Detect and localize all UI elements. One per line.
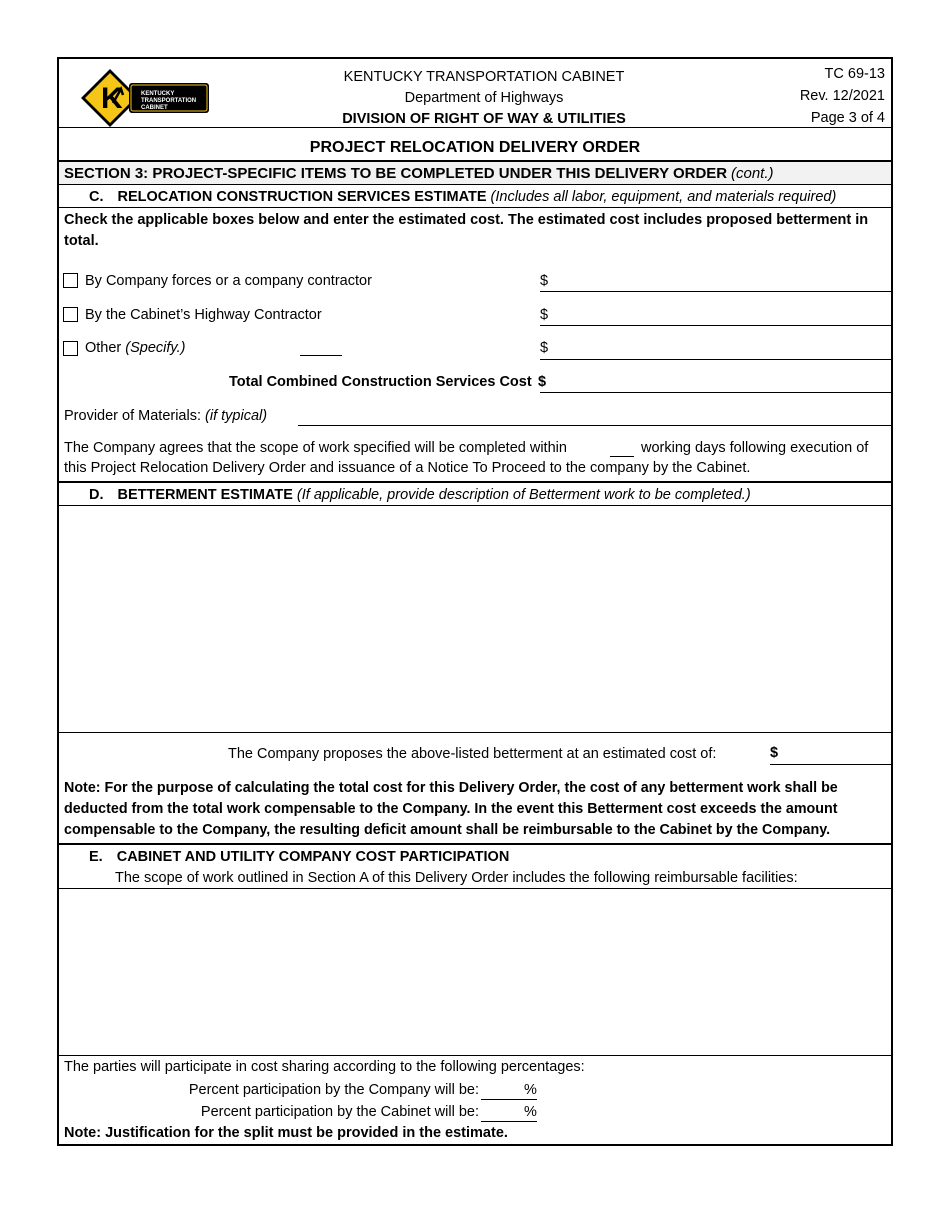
page-number: Page 3 of 4 <box>810 110 885 126</box>
option-company-forces-label: By Company forces or a company contractor <box>85 273 372 289</box>
total-cost-field[interactable] <box>540 392 891 393</box>
logo-line-3: CABINET <box>141 105 168 111</box>
section-title: SECTION 3: PROJECT-SPECIFIC ITEMS TO BE COMPLETED UNDER THIS DELIVERY ORDER <box>64 165 728 182</box>
justification-note: Note: Justification for the split must be provided in the estimate. <box>64 1125 508 1141</box>
part-c-heading: RELOCATION CONSTRUCTION SERVICES ESTIMATE <box>117 189 487 205</box>
dollar-sign: $ <box>540 273 549 289</box>
part-d-heading: BETTERMENT ESTIMATE <box>117 487 293 503</box>
section-title-suffix: (cont.) <box>731 165 774 182</box>
betterment-description-area[interactable] <box>59 506 891 732</box>
company-forces-cost-field[interactable] <box>540 291 891 292</box>
part-c-letter: C. <box>89 189 104 205</box>
cabinet-contractor-checkbox[interactable] <box>63 307 78 322</box>
department-name: Department of Highways <box>404 90 564 106</box>
option-cabinet-contractor-label: By the Cabinet’s Highway Contractor <box>85 307 322 323</box>
revision-date: Rev. 12/2021 <box>799 88 885 104</box>
form-number: TC 69-13 <box>824 66 885 82</box>
part-d-heading-note: (If applicable, provide description of Betterment work to be completed.) <box>296 487 751 503</box>
other-checkbox[interactable] <box>63 341 78 356</box>
other-specify-field[interactable] <box>300 355 342 356</box>
other-cost-field[interactable] <box>540 359 891 360</box>
betterment-proposal-text: The Company proposes the above-listed betterment at an estimated cost of: <box>228 746 717 762</box>
cabinet-percent-label: Percent participation by the Cabinet will be: <box>200 1104 479 1120</box>
dollar-sign: $ <box>540 307 549 323</box>
provider-field[interactable] <box>298 425 891 426</box>
reimbursable-facilities-area[interactable] <box>59 889 891 1055</box>
agreement-text-2: working days following execution of <box>641 440 869 456</box>
cabinet-contractor-cost-field[interactable] <box>540 325 891 326</box>
working-days-field[interactable] <box>610 456 634 457</box>
company-percent-label: Percent participation by the Company will be: <box>188 1082 479 1098</box>
agreement-text-1: The Company agrees that the scope of work specified will be completed within <box>64 440 567 456</box>
part-e-subtext: The scope of work outlined in Section A of this Delivery Order includes the following reimbursable facilities: <box>115 870 798 886</box>
company-percent-symbol: % <box>524 1082 537 1098</box>
agency-name: KENTUCKY TRANSPORTATION CABINET <box>343 69 625 85</box>
form-title: PROJECT RELOCATION DELIVERY ORDER <box>309 139 641 156</box>
cost-sharing-intro: The parties will participate in cost sharing according to the following percentages: <box>64 1059 585 1075</box>
division-name: DIVISION OF RIGHT OF WAY & UTILITIES <box>342 111 626 127</box>
betterment-dollar-sign: $ <box>770 745 779 761</box>
section-header-bar <box>59 162 891 184</box>
provider-label: Provider of Materials: <box>64 408 206 424</box>
total-label: Total Combined Construction Services Cost <box>229 374 532 390</box>
dollar-sign: $ <box>540 340 549 356</box>
part-c-instructions: Check the applicable boxes below and enter the estimated cost. The estimated cost includes proposed betterment in total. <box>64 212 869 249</box>
provider-label-note: (if typical) <box>205 408 268 424</box>
logo-line-1: KENTUCKY <box>141 91 175 97</box>
option-other-label: Other <box>85 340 126 356</box>
betterment-cost-field[interactable] <box>770 764 891 765</box>
option-other-specify: (Specify.) <box>125 340 186 356</box>
logo-letter: K <box>101 82 123 115</box>
part-c-heading-note: (Includes all labor, equipment, and materials required) <box>490 189 837 205</box>
betterment-note: Note: For the purpose of calculating the total cost for this Delivery Order, the cost of any betterment work shall be deducted from the total work compensable to the Company. In the event this Betterment cost exceeds the amount compensable to the Company, the resulting deficit amount shall be reimbursable to the Cabinet by the Company. <box>64 780 838 838</box>
company-forces-checkbox[interactable] <box>63 273 78 288</box>
form-page <box>57 57 893 1146</box>
total-dollar-sign: $ <box>538 374 547 390</box>
company-percent-field[interactable] <box>481 1099 537 1100</box>
kytc-logo <box>79 67 211 129</box>
cabinet-percent-symbol: % <box>524 1104 537 1120</box>
cabinet-percent-field[interactable] <box>481 1121 537 1122</box>
part-d-letter: D. <box>89 487 104 503</box>
part-e-letter: E. <box>89 849 103 865</box>
logo-line-2: TRANSPORTATION <box>141 98 197 104</box>
agreement-text-3: this Project Relocation Delivery Order and issuance of a Notice To Proceed to the company by the Cabinet. <box>64 460 751 476</box>
part-e-heading: CABINET AND UTILITY COMPANY COST PARTICIPATION <box>116 849 510 865</box>
